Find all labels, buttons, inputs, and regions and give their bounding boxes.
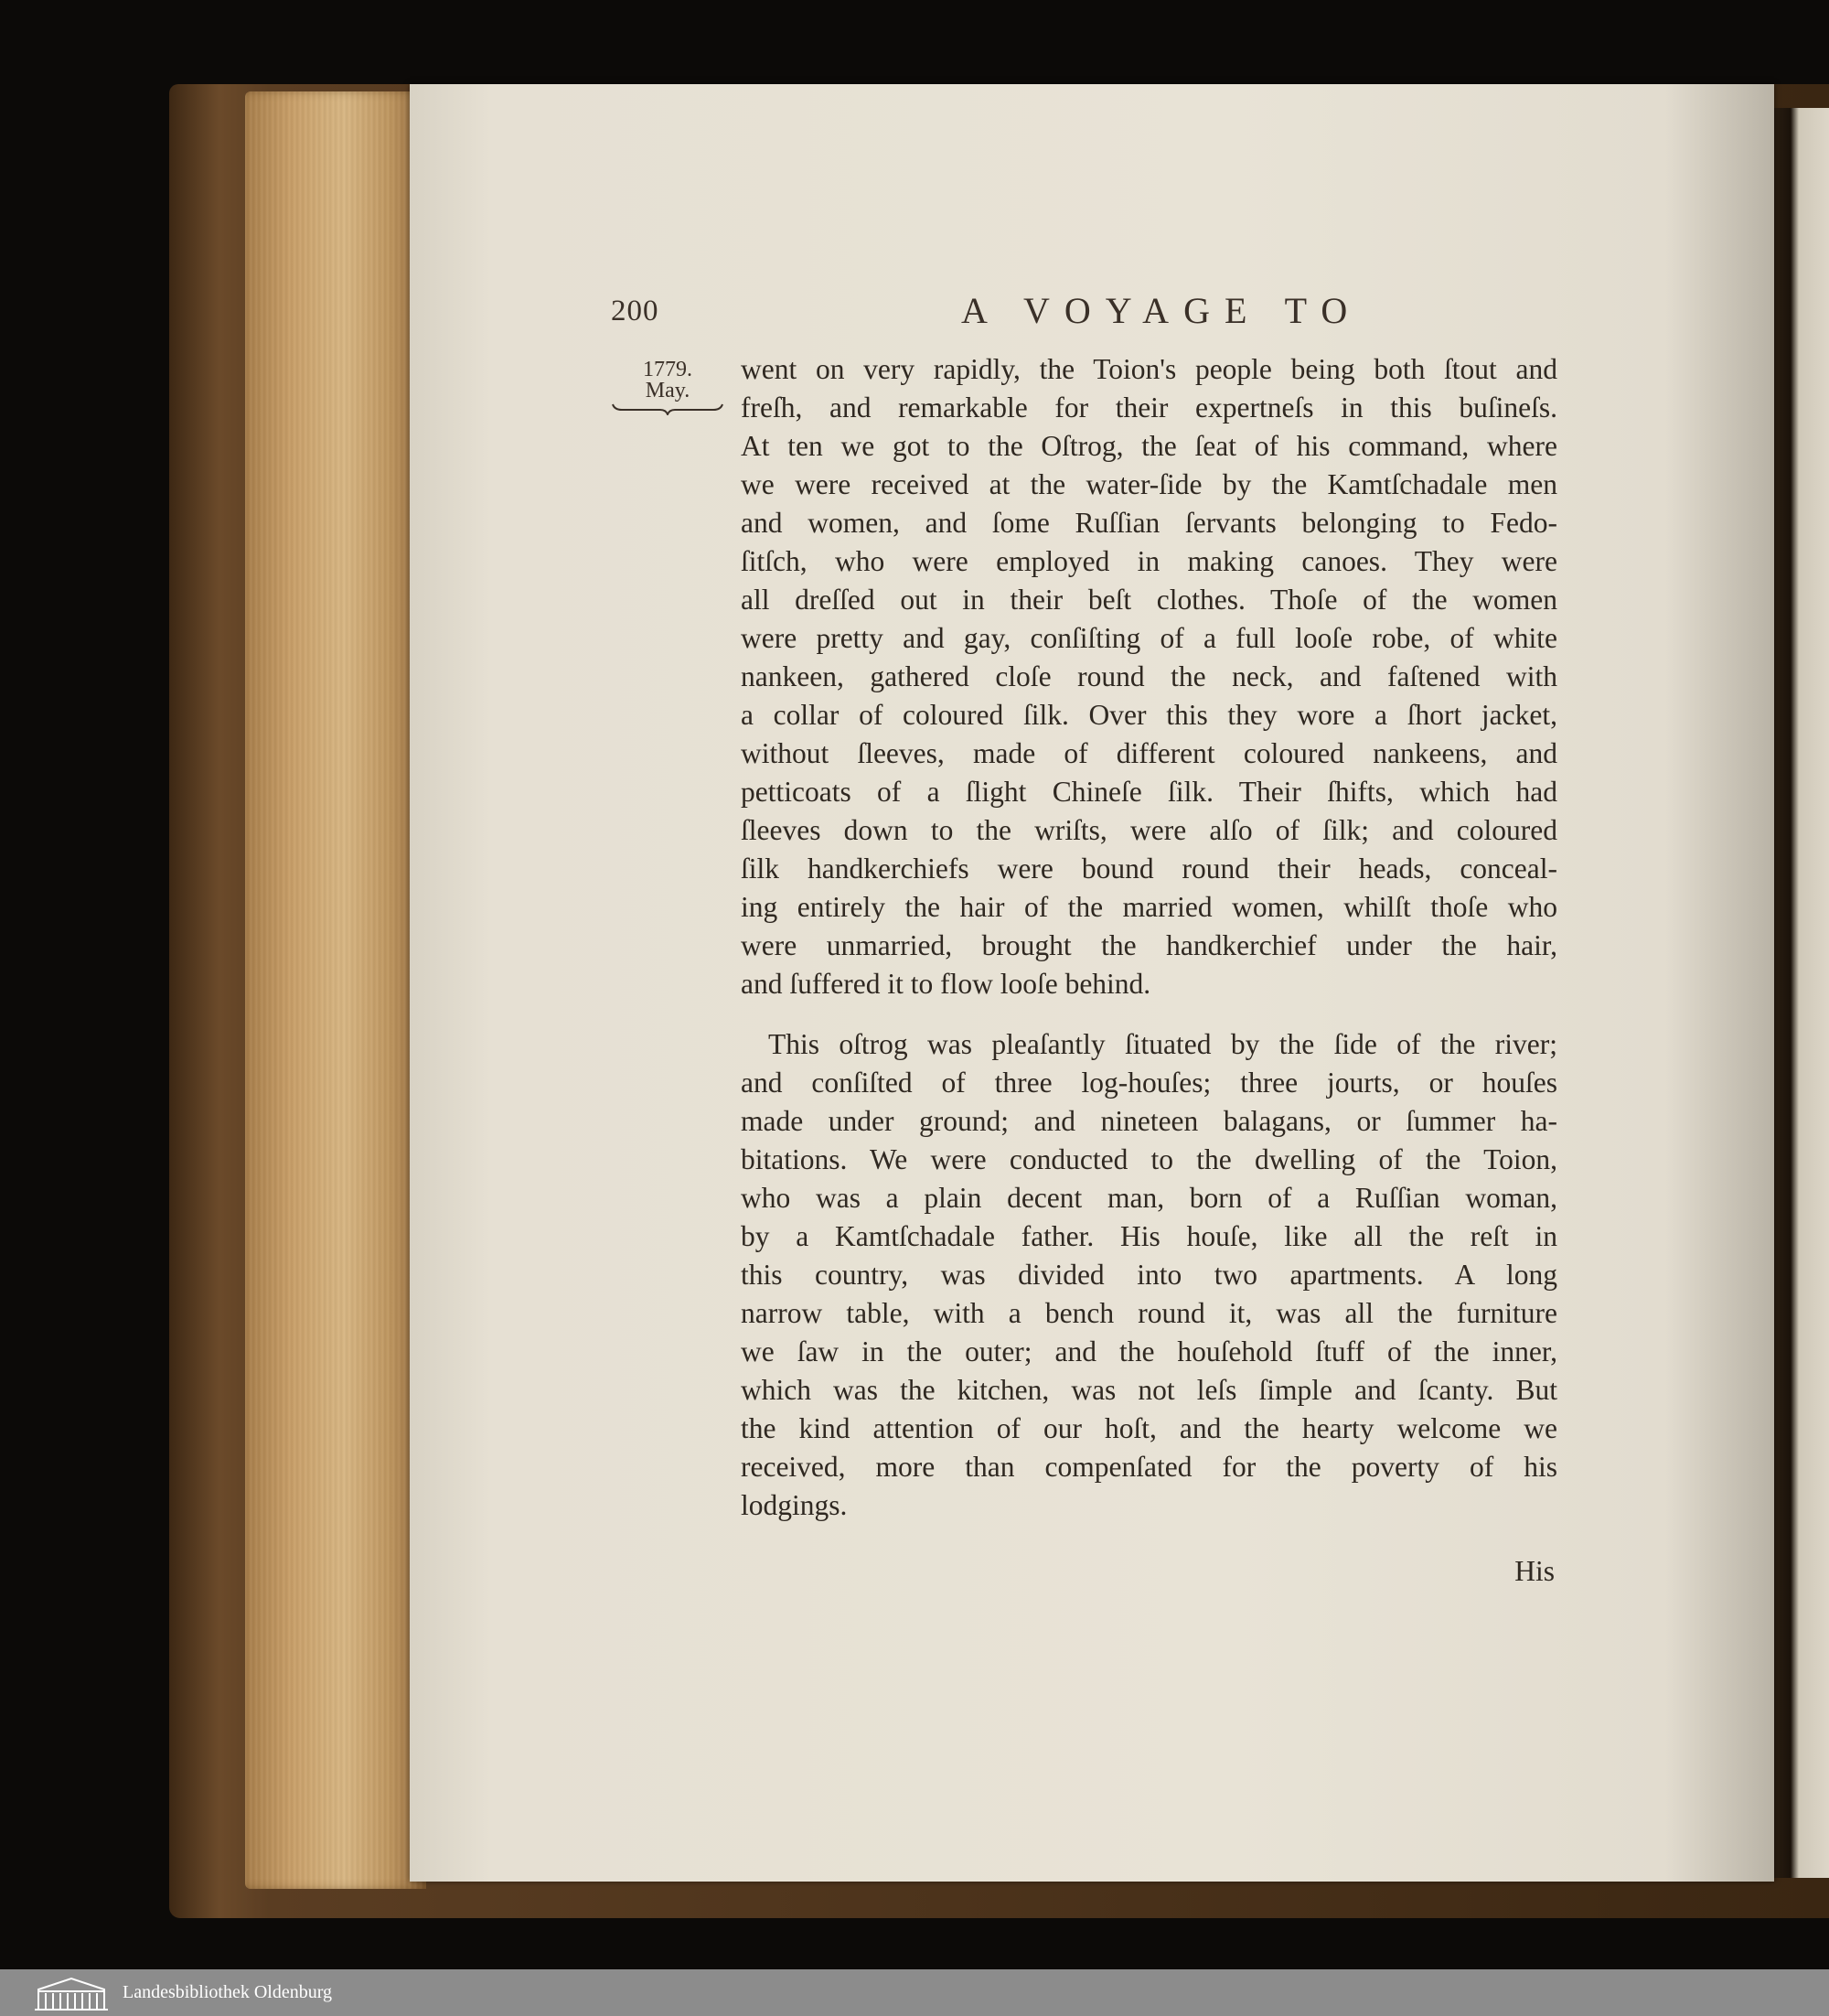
paragraph-gap	[741, 1003, 1557, 1025]
text-line: freſh, and remarkable for their expertneſs in this buſineſs.	[741, 391, 1557, 424]
text-line: all dreſſed out in their beſt clothes. Thoſe of the women	[741, 584, 1557, 616]
catchword: His	[1514, 1555, 1555, 1587]
running-head	[611, 290, 1553, 340]
text-line: and conſiſted of three log-houſes; three jourts, or houſes	[741, 1067, 1557, 1099]
text-line: ſleeves down to the wriſts, were alſo of ſilk; and coloured	[741, 814, 1557, 846]
page-number: 200	[611, 295, 659, 327]
text-line: the kind attention of our hoſt, and the hearty welcome we	[741, 1412, 1557, 1444]
text-line: this country, was divided into two apartments. A long	[741, 1259, 1557, 1291]
text-line: who was a plain decent man, born of a Ruſſian woman,	[741, 1182, 1557, 1214]
brace-mark	[611, 402, 724, 415]
text-line: we were received at the water-ſide by the Kamtſchadale men	[741, 468, 1557, 500]
text-line: and ſuffered it to flow looſe behind.	[741, 968, 1151, 1000]
text-line: ſitſch, who were employed in making canoes. They were	[741, 545, 1557, 577]
footer-bar	[0, 1969, 1829, 2016]
library-building-icon	[33, 1975, 110, 2011]
text-line: a collar of coloured ſilk. Over this they wore a ſhort jacket,	[741, 699, 1557, 731]
text-line: nankeen, gathered cloſe round the neck, and faſtened with	[741, 660, 1557, 692]
margin-month: May.	[645, 379, 690, 402]
text-line: by a Kamtſchadale father. His houſe, like all the reſt in	[741, 1220, 1557, 1252]
text-line: were unmarried, brought the handkerchief under the hair,	[741, 929, 1557, 961]
facing-page-edge	[1774, 108, 1829, 1878]
text-line: we ſaw in the outer; and the houſehold ſtuff of the inner,	[741, 1335, 1557, 1367]
text-line: ſilk handkerchiefs were bound round their heads, conceal-	[741, 853, 1557, 885]
margin-year: 1779.	[643, 358, 692, 381]
text-line: and women, and ſome Ruſſian ſervants belonging to Fedo-	[741, 507, 1557, 539]
body-text	[741, 350, 1557, 1525]
paragraph-2	[741, 1025, 1557, 1525]
text-line: This oſtrog was pleaſantly ſituated by the ſide of the river;	[768, 1028, 1557, 1060]
text-line: lodgings.	[741, 1489, 848, 1521]
text-line: without ſleeves, made of different coloured nankeens, and	[741, 737, 1557, 769]
text-line: made under ground; and nineteen balagans, or ſummer ha-	[741, 1105, 1557, 1137]
paragraph-1	[741, 350, 1557, 1003]
text-line: went on very rapidly, the Toion's people being both ſtout and	[741, 353, 1557, 385]
text-line: narrow table, with a bench round it, was all the furniture	[741, 1297, 1557, 1329]
text-line: which was the kitchen, was not leſs ſimple and ſcanty. But	[741, 1374, 1557, 1406]
margin-note	[611, 359, 724, 415]
page-edges	[245, 91, 426, 1889]
text-line: ing entirely the hair of the married women, whilſt thoſe who	[741, 891, 1557, 923]
text-line: were pretty and gay, conſiſting of a full looſe robe, of white	[741, 622, 1557, 654]
text-line: bitations. We were conducted to the dwelling of the Toion,	[741, 1143, 1557, 1175]
text-line: received, more than compenſated for the poverty of his	[741, 1451, 1557, 1483]
library-name: Landesbibliothek Oldenburg	[123, 1982, 333, 2002]
text-line: petticoats of a ſlight Chineſe ſilk. Their ſhifts, which had	[741, 776, 1557, 808]
text-line: At ten we got to the Oſtrog, the ſeat of his command, where	[741, 430, 1557, 462]
running-title: A VOYAGE TO	[961, 290, 1363, 331]
